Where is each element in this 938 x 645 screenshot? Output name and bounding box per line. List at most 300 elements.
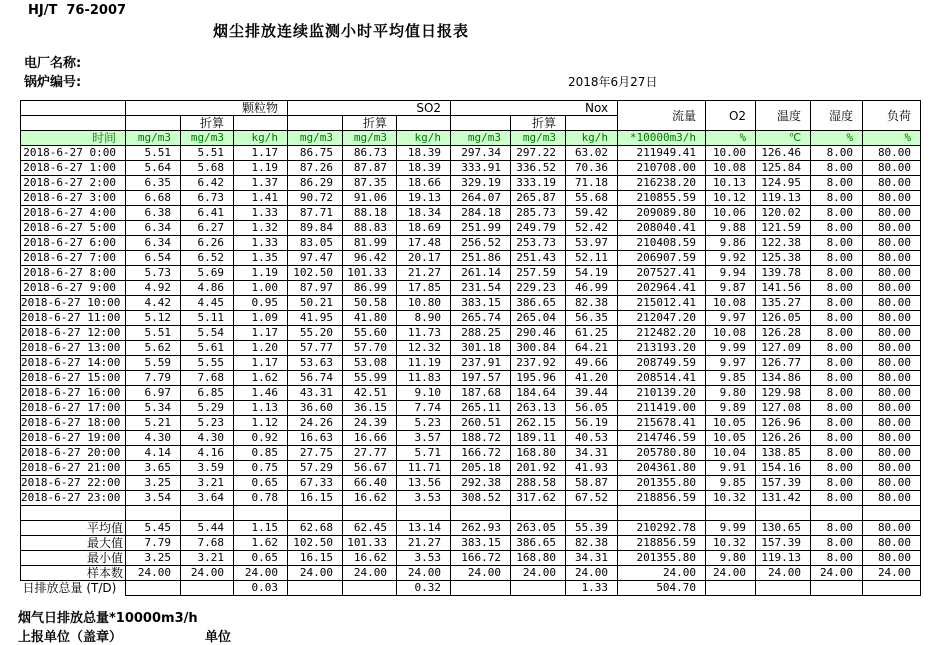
data-row-so2-conv-cell: 96.42 xyxy=(343,251,397,266)
data-row-flow-cell: 207527.41 xyxy=(618,266,706,281)
data-row-flow-cell: 210855.59 xyxy=(618,191,706,206)
total-row-so2-conv-cell xyxy=(343,581,397,596)
min-row-load-cell: 80.00 xyxy=(863,551,921,566)
spacer-row-nox-kgh-cell xyxy=(566,506,618,521)
spacer-row-temp-cell xyxy=(756,506,811,521)
data-row-so2-cell: 67.33 xyxy=(288,476,343,491)
data-row-nox-conv-cell: 288.58 xyxy=(511,476,566,491)
data-row-so2-conv-cell: 41.80 xyxy=(343,311,397,326)
data-row-o2-cell: 10.00 xyxy=(706,146,756,161)
data-row-nox-kgh-cell: 41.20 xyxy=(566,371,618,386)
avg-row xyxy=(21,521,921,536)
data-row-nox-conv-cell: 317.62 xyxy=(511,491,566,506)
min-row-nox-kgh-cell: 34.31 xyxy=(566,551,618,566)
max-row-so2-conv-cell: 101.33 xyxy=(343,536,397,551)
data-row-so2-cell: 24.26 xyxy=(288,416,343,431)
data-row-load-cell: 80.00 xyxy=(863,446,921,461)
data-row-nox-kgh-cell: 61.25 xyxy=(566,326,618,341)
avg-row-temp-cell: 130.65 xyxy=(756,521,811,536)
header-blank-cell xyxy=(288,116,343,131)
so2-conv-label: 折算 xyxy=(343,116,397,131)
data-row-pm-conv-cell: 7.68 xyxy=(181,371,234,386)
data-row-pm-conv-cell: 3.64 xyxy=(181,491,234,506)
data-row-flow-cell: 201355.80 xyxy=(618,476,706,491)
data-row-so2-conv-cell: 86.99 xyxy=(343,281,397,296)
data-row-so2-cell: 57.29 xyxy=(288,461,343,476)
spacer-row-nox-cell xyxy=(451,506,511,521)
data-row-so2-conv-cell: 16.66 xyxy=(343,431,397,446)
data-row-nox-conv-cell: 333.19 xyxy=(511,176,566,191)
avg-row-pm-cell: 5.45 xyxy=(126,521,181,536)
data-row-pm-cell: 5.51 xyxy=(126,146,181,161)
data-row-temp-cell: 157.39 xyxy=(756,476,811,491)
data-row-temp-cell: 131.42 xyxy=(756,491,811,506)
nox-conv-label: 折算 xyxy=(511,116,566,131)
data-row-o2-cell: 9.92 xyxy=(706,251,756,266)
data-row-so2-kgh-cell: 5.23 xyxy=(397,416,451,431)
report-table xyxy=(20,100,921,596)
total-row-time-cell: 日排放总量 (T/D) xyxy=(21,581,126,596)
data-row-load-cell: 80.00 xyxy=(863,341,921,356)
min-row-humidity-cell: 8.00 xyxy=(811,551,863,566)
total-row-humidity-cell xyxy=(811,581,863,596)
data-row-nox-kgh-cell: 59.42 xyxy=(566,206,618,221)
data-row-so2-conv-cell: 24.39 xyxy=(343,416,397,431)
min-row-so2-cell: 16.15 xyxy=(288,551,343,566)
data-row-pm-conv-cell: 5.61 xyxy=(181,341,234,356)
data-row-nox-kgh-cell: 55.68 xyxy=(566,191,618,206)
data-row xyxy=(21,281,921,296)
data-row-so2-conv-cell: 86.73 xyxy=(343,146,397,161)
data-row-pm-cell: 4.14 xyxy=(126,446,181,461)
data-row-nox-cell: 383.15 xyxy=(451,296,511,311)
data-row-nox-cell: 284.18 xyxy=(451,206,511,221)
data-row xyxy=(21,191,921,206)
avg-row-so2-conv-cell: 62.45 xyxy=(343,521,397,536)
data-row-pm-kgh-cell: 1.62 xyxy=(234,371,288,386)
data-row-nox-cell: 205.18 xyxy=(451,461,511,476)
min-row-pm-cell: 3.25 xyxy=(126,551,181,566)
data-row xyxy=(21,341,921,356)
data-row-so2-kgh-cell: 5.71 xyxy=(397,446,451,461)
data-row-flow-cell: 205780.80 xyxy=(618,446,706,461)
data-row-flow-cell: 210708.00 xyxy=(618,161,706,176)
data-row-pm-conv-cell: 5.68 xyxy=(181,161,234,176)
standard-code: HJ/T 76-2007 xyxy=(28,3,127,18)
data-row-flow-cell: 212482.20 xyxy=(618,326,706,341)
spacer-row-so2-cell xyxy=(288,506,343,521)
data-row-so2-kgh-cell: 11.83 xyxy=(397,371,451,386)
samples-row-so2-kgh-cell: 24.00 xyxy=(397,566,451,581)
data-row-pm-cell: 5.34 xyxy=(126,401,181,416)
data-row-humidity-cell: 8.00 xyxy=(811,176,863,191)
data-row-pm-conv-cell: 6.26 xyxy=(181,236,234,251)
nox-kgh-unit: kg/h xyxy=(566,131,618,146)
data-row xyxy=(21,461,921,476)
data-row-temp-cell: 126.46 xyxy=(756,146,811,161)
data-row-so2-conv-cell: 53.08 xyxy=(343,356,397,371)
data-row-pm-conv-cell: 3.21 xyxy=(181,476,234,491)
data-row-humidity-cell: 8.00 xyxy=(811,221,863,236)
data-row-so2-kgh-cell: 18.69 xyxy=(397,221,451,236)
data-row-o2-cell: 10.12 xyxy=(706,191,756,206)
data-row xyxy=(21,236,921,251)
min-row-pm-conv-cell: 3.21 xyxy=(181,551,234,566)
data-row-so2-cell: 87.26 xyxy=(288,161,343,176)
data-row-pm-cell: 3.54 xyxy=(126,491,181,506)
data-row-o2-cell: 9.85 xyxy=(706,476,756,491)
data-row-pm-kgh-cell: 1.37 xyxy=(234,176,288,191)
data-row-load-cell: 80.00 xyxy=(863,461,921,476)
data-row-o2-cell: 10.08 xyxy=(706,326,756,341)
data-row-pm-kgh-cell: 1.19 xyxy=(234,161,288,176)
data-row-nox-conv-cell: 285.73 xyxy=(511,206,566,221)
samples-row-load-cell: 24.00 xyxy=(863,566,921,581)
data-row-nox-cell: 197.57 xyxy=(451,371,511,386)
data-row-temp-cell: 126.96 xyxy=(756,416,811,431)
group-so2: SO2 xyxy=(288,101,451,116)
flow-unit: *10000m3/h xyxy=(618,131,706,146)
data-row-load-cell: 80.00 xyxy=(863,326,921,341)
data-row-o2-cell: 10.04 xyxy=(706,446,756,461)
min-row-flow-cell: 201355.80 xyxy=(618,551,706,566)
data-row-temp-cell: 129.98 xyxy=(756,386,811,401)
data-row xyxy=(21,476,921,491)
data-row-nox-cell: 288.25 xyxy=(451,326,511,341)
data-row xyxy=(21,176,921,191)
data-row-time-cell: 2018-6-27 15:00 xyxy=(21,371,126,386)
reporting-unit-label: 上报单位（盖章） xyxy=(18,630,123,645)
avg-row-pm-conv-cell: 5.44 xyxy=(181,521,234,536)
data-row-time-cell: 2018-6-27 21:00 xyxy=(21,461,126,476)
data-row-nox-cell: 256.52 xyxy=(451,236,511,251)
data-row-so2-cell: 16.15 xyxy=(288,491,343,506)
data-row-flow-cell: 208040.41 xyxy=(618,221,706,236)
data-row-nox-kgh-cell: 53.97 xyxy=(566,236,618,251)
data-row-nox-kgh-cell: 58.87 xyxy=(566,476,618,491)
data-row-o2-cell: 9.99 xyxy=(706,341,756,356)
data-row-flow-cell: 204361.80 xyxy=(618,461,706,476)
data-row-so2-cell: 86.75 xyxy=(288,146,343,161)
data-row-load-cell: 80.00 xyxy=(863,161,921,176)
data-row-nox-conv-cell: 237.92 xyxy=(511,356,566,371)
data-row-humidity-cell: 8.00 xyxy=(811,191,863,206)
data-row-flow-cell: 218856.59 xyxy=(618,491,706,506)
data-row-nox-conv-cell: 290.46 xyxy=(511,326,566,341)
min-row-nox-cell: 166.72 xyxy=(451,551,511,566)
data-row-humidity-cell: 8.00 xyxy=(811,146,863,161)
data-row-flow-cell: 208749.59 xyxy=(618,356,706,371)
spacer-row-o2-cell xyxy=(706,506,756,521)
boiler-no-label: 锅炉编号: xyxy=(24,75,82,90)
data-row-humidity-cell: 8.00 xyxy=(811,431,863,446)
min-row-time-cell: 最小值 xyxy=(21,551,126,566)
data-row-pm-kgh-cell: 1.46 xyxy=(234,386,288,401)
samples-row-time-cell: 样本数 xyxy=(21,566,126,581)
data-row-so2-conv-cell: 55.99 xyxy=(343,371,397,386)
report-date: 2018年6月27日 xyxy=(568,75,658,89)
pm-conv-label: 折算 xyxy=(181,116,234,131)
data-row-flow-cell: 209089.80 xyxy=(618,206,706,221)
data-row-load-cell: 80.00 xyxy=(863,191,921,206)
header-o2: O2 xyxy=(706,101,756,131)
data-row-so2-cell: 57.77 xyxy=(288,341,343,356)
data-row-pm-conv-cell: 5.23 xyxy=(181,416,234,431)
data-row-load-cell: 80.00 xyxy=(863,176,921,191)
data-row-pm-kgh-cell: 1.35 xyxy=(234,251,288,266)
data-row-time-cell: 2018-6-27 14:00 xyxy=(21,356,126,371)
avg-row-time-cell: 平均值 xyxy=(21,521,126,536)
data-row-humidity-cell: 8.00 xyxy=(811,476,863,491)
data-row-nox-kgh-cell: 39.44 xyxy=(566,386,618,401)
data-row-pm-kgh-cell: 1.12 xyxy=(234,416,288,431)
data-row-nox-kgh-cell: 71.18 xyxy=(566,176,618,191)
data-row-time-cell: 2018-6-27 4:00 xyxy=(21,206,126,221)
data-row-humidity-cell: 8.00 xyxy=(811,386,863,401)
data-row-pm-kgh-cell: 1.20 xyxy=(234,341,288,356)
data-row-nox-conv-cell: 257.59 xyxy=(511,266,566,281)
data-row-nox-kgh-cell: 82.38 xyxy=(566,296,618,311)
data-row-nox-cell: 308.52 xyxy=(451,491,511,506)
data-row-nox-cell: 265.11 xyxy=(451,401,511,416)
header-blank-cell xyxy=(397,116,451,131)
data-row-so2-conv-cell: 66.40 xyxy=(343,476,397,491)
flue-gas-total-label: 烟气日排放总量*10000m3/h xyxy=(18,611,198,626)
data-row-nox-cell: 333.91 xyxy=(451,161,511,176)
data-row-time-cell: 2018-6-27 22:00 xyxy=(21,476,126,491)
max-row-pm-kgh-cell: 1.62 xyxy=(234,536,288,551)
data-row-temp-cell: 127.08 xyxy=(756,401,811,416)
data-row-humidity-cell: 8.00 xyxy=(811,371,863,386)
data-row-pm-conv-cell: 6.85 xyxy=(181,386,234,401)
data-row-pm-kgh-cell: 1.41 xyxy=(234,191,288,206)
group-nox: Nox xyxy=(451,101,618,116)
data-row-o2-cell: 10.32 xyxy=(706,491,756,506)
data-row xyxy=(21,446,921,461)
data-row-nox-conv-cell: 249.79 xyxy=(511,221,566,236)
samples-row xyxy=(21,566,921,581)
data-row-so2-kgh-cell: 7.74 xyxy=(397,401,451,416)
data-row-so2-cell: 55.20 xyxy=(288,326,343,341)
samples-row-humidity-cell: 24.00 xyxy=(811,566,863,581)
data-row-flow-cell: 202964.41 xyxy=(618,281,706,296)
data-row-so2-cell: 50.21 xyxy=(288,296,343,311)
data-row-o2-cell: 10.08 xyxy=(706,161,756,176)
data-row-temp-cell: 121.59 xyxy=(756,221,811,236)
data-row-o2-cell: 9.85 xyxy=(706,371,756,386)
data-row-time-cell: 2018-6-27 13:00 xyxy=(21,341,126,356)
data-row xyxy=(21,296,921,311)
data-row-humidity-cell: 8.00 xyxy=(811,416,863,431)
data-row-pm-conv-cell: 5.54 xyxy=(181,326,234,341)
data-row-so2-kgh-cell: 9.10 xyxy=(397,386,451,401)
data-row-humidity-cell: 8.00 xyxy=(811,341,863,356)
data-row-pm-cell: 6.97 xyxy=(126,386,181,401)
data-row-nox-cell: 301.18 xyxy=(451,341,511,356)
data-row-so2-kgh-cell: 3.53 xyxy=(397,491,451,506)
data-row-so2-kgh-cell: 20.17 xyxy=(397,251,451,266)
data-row xyxy=(21,491,921,506)
spacer-row-so2-kgh-cell xyxy=(397,506,451,521)
samples-row-nox-cell: 24.00 xyxy=(451,566,511,581)
data-row-load-cell: 80.00 xyxy=(863,251,921,266)
data-row-so2-cell: 56.74 xyxy=(288,371,343,386)
data-row-time-cell: 2018-6-27 10:00 xyxy=(21,296,126,311)
total-row-so2-kgh-cell: 0.32 xyxy=(397,581,451,596)
data-row-nox-kgh-cell: 56.19 xyxy=(566,416,618,431)
data-row-time-cell: 2018-6-27 7:00 xyxy=(21,251,126,266)
data-row-nox-conv-cell: 262.15 xyxy=(511,416,566,431)
max-row-time-cell: 最大值 xyxy=(21,536,126,551)
data-row-nox-kgh-cell: 40.53 xyxy=(566,431,618,446)
data-row-pm-kgh-cell: 0.65 xyxy=(234,476,288,491)
data-row-o2-cell: 10.06 xyxy=(706,206,756,221)
data-row-so2-cell: 27.75 xyxy=(288,446,343,461)
data-row-nox-kgh-cell: 70.36 xyxy=(566,161,618,176)
samples-row-pm-cell: 24.00 xyxy=(126,566,181,581)
data-row-pm-cell: 4.92 xyxy=(126,281,181,296)
data-row-nox-kgh-cell: 49.66 xyxy=(566,356,618,371)
data-row-temp-cell: 124.95 xyxy=(756,176,811,191)
data-row-o2-cell: 9.87 xyxy=(706,281,756,296)
data-row-so2-kgh-cell: 11.19 xyxy=(397,356,451,371)
data-row-flow-cell: 216238.20 xyxy=(618,176,706,191)
avg-row-flow-cell: 210292.78 xyxy=(618,521,706,536)
data-row-pm-conv-cell: 5.51 xyxy=(181,146,234,161)
data-row-temp-cell: 119.13 xyxy=(756,191,811,206)
data-row xyxy=(21,371,921,386)
spacer-row-load-cell xyxy=(863,506,921,521)
data-row xyxy=(21,401,921,416)
data-row-o2-cell: 10.05 xyxy=(706,416,756,431)
data-row-o2-cell: 9.91 xyxy=(706,461,756,476)
min-row xyxy=(21,551,921,566)
page-title: 烟尘排放连续监测小时平均值日报表 xyxy=(213,22,470,40)
data-row-nox-conv-cell: 265.87 xyxy=(511,191,566,206)
data-row-temp-cell: 127.09 xyxy=(756,341,811,356)
data-row-pm-conv-cell: 6.52 xyxy=(181,251,234,266)
data-row-so2-kgh-cell: 10.80 xyxy=(397,296,451,311)
data-row-load-cell: 80.00 xyxy=(863,311,921,326)
data-row-pm-cell: 5.12 xyxy=(126,311,181,326)
data-row-nox-cell: 329.19 xyxy=(451,176,511,191)
data-row-load-cell: 80.00 xyxy=(863,236,921,251)
data-row-pm-kgh-cell: 1.09 xyxy=(234,311,288,326)
data-row-pm-conv-cell: 5.29 xyxy=(181,401,234,416)
max-row xyxy=(21,536,921,551)
total-row xyxy=(21,581,921,596)
data-row-nox-cell: 292.38 xyxy=(451,476,511,491)
data-row-humidity-cell: 8.00 xyxy=(811,236,863,251)
data-row-so2-cell: 102.50 xyxy=(288,266,343,281)
so2-kgh-unit: kg/h xyxy=(397,131,451,146)
data-row-so2-cell: 89.84 xyxy=(288,221,343,236)
data-row-load-cell: 80.00 xyxy=(863,281,921,296)
data-row-pm-kgh-cell: 1.32 xyxy=(234,221,288,236)
data-row-so2-kgh-cell: 18.39 xyxy=(397,146,451,161)
data-row-so2-conv-cell: 88.83 xyxy=(343,221,397,236)
min-row-pm-kgh-cell: 0.65 xyxy=(234,551,288,566)
data-row-pm-kgh-cell: 0.92 xyxy=(234,431,288,446)
data-row-nox-cell: 166.72 xyxy=(451,446,511,461)
data-row-humidity-cell: 8.00 xyxy=(811,296,863,311)
data-row-time-cell: 2018-6-27 5:00 xyxy=(21,221,126,236)
data-row-o2-cell: 10.08 xyxy=(706,296,756,311)
data-row-so2-kgh-cell: 17.85 xyxy=(397,281,451,296)
data-row-pm-kgh-cell: 1.00 xyxy=(234,281,288,296)
data-row-nox-kgh-cell: 46.99 xyxy=(566,281,618,296)
data-row-nox-cell: 237.91 xyxy=(451,356,511,371)
data-row-humidity-cell: 8.00 xyxy=(811,266,863,281)
data-row-pm-cell: 3.25 xyxy=(126,476,181,491)
unit-label: 单位 xyxy=(205,630,232,645)
data-row-pm-cell: 6.68 xyxy=(126,191,181,206)
data-row-so2-conv-cell: 57.70 xyxy=(343,341,397,356)
data-row-so2-cell: 87.97 xyxy=(288,281,343,296)
max-row-so2-cell: 102.50 xyxy=(288,536,343,551)
data-row-nox-kgh-cell: 34.31 xyxy=(566,446,618,461)
data-row-nox-kgh-cell: 63.02 xyxy=(566,146,618,161)
temp-unit: ℃ xyxy=(756,131,811,146)
data-row-so2-kgh-cell: 12.32 xyxy=(397,341,451,356)
data-row-time-cell: 2018-6-27 11:00 xyxy=(21,311,126,326)
spacer-row xyxy=(21,506,921,521)
max-row-flow-cell: 218856.59 xyxy=(618,536,706,551)
data-row-o2-cell: 9.97 xyxy=(706,311,756,326)
o2-unit: % xyxy=(706,131,756,146)
data-row-flow-cell: 215678.41 xyxy=(618,416,706,431)
data-row-o2-cell: 10.05 xyxy=(706,431,756,446)
data-row-so2-kgh-cell: 21.27 xyxy=(397,266,451,281)
data-row-flow-cell: 210408.59 xyxy=(618,236,706,251)
data-row-humidity-cell: 8.00 xyxy=(811,206,863,221)
data-row-temp-cell: 122.38 xyxy=(756,236,811,251)
data-row-humidity-cell: 8.00 xyxy=(811,161,863,176)
max-row-so2-kgh-cell: 21.27 xyxy=(397,536,451,551)
total-row-load-cell xyxy=(863,581,921,596)
total-row-pm-kgh-cell: 0.03 xyxy=(234,581,288,596)
total-row-pm-conv-cell xyxy=(181,581,234,596)
data-row-temp-cell: 139.78 xyxy=(756,266,811,281)
data-row-nox-cell: 251.86 xyxy=(451,251,511,266)
data-row-nox-kgh-cell: 54.19 xyxy=(566,266,618,281)
data-row-pm-cell: 5.62 xyxy=(126,341,181,356)
data-row-humidity-cell: 8.00 xyxy=(811,461,863,476)
data-row-nox-conv-cell: 263.13 xyxy=(511,401,566,416)
header-temp: 温度 xyxy=(756,101,811,131)
total-row-nox-cell xyxy=(451,581,511,596)
data-row-nox-kgh-cell: 64.21 xyxy=(566,341,618,356)
data-row-nox-kgh-cell: 56.35 xyxy=(566,311,618,326)
samples-row-o2-cell: 24.00 xyxy=(706,566,756,581)
data-row-pm-conv-cell: 6.42 xyxy=(181,176,234,191)
data-row-temp-cell: 120.02 xyxy=(756,206,811,221)
time-header: 时间 xyxy=(21,131,126,146)
data-row-o2-cell: 9.94 xyxy=(706,266,756,281)
data-row-load-cell: 80.00 xyxy=(863,386,921,401)
data-row-pm-conv-cell: 5.11 xyxy=(181,311,234,326)
header-blank-cell xyxy=(566,116,618,131)
data-row-temp-cell: 125.38 xyxy=(756,251,811,266)
data-row-so2-kgh-cell: 11.73 xyxy=(397,326,451,341)
data-row-so2-cell: 83.05 xyxy=(288,236,343,251)
data-row-nox-conv-cell: 386.65 xyxy=(511,296,566,311)
data-row-pm-conv-cell: 4.16 xyxy=(181,446,234,461)
header-blank-cell xyxy=(234,116,288,131)
data-row-pm-cell: 3.65 xyxy=(126,461,181,476)
data-row-so2-kgh-cell: 19.13 xyxy=(397,191,451,206)
avg-row-nox-kgh-cell: 55.39 xyxy=(566,521,618,536)
